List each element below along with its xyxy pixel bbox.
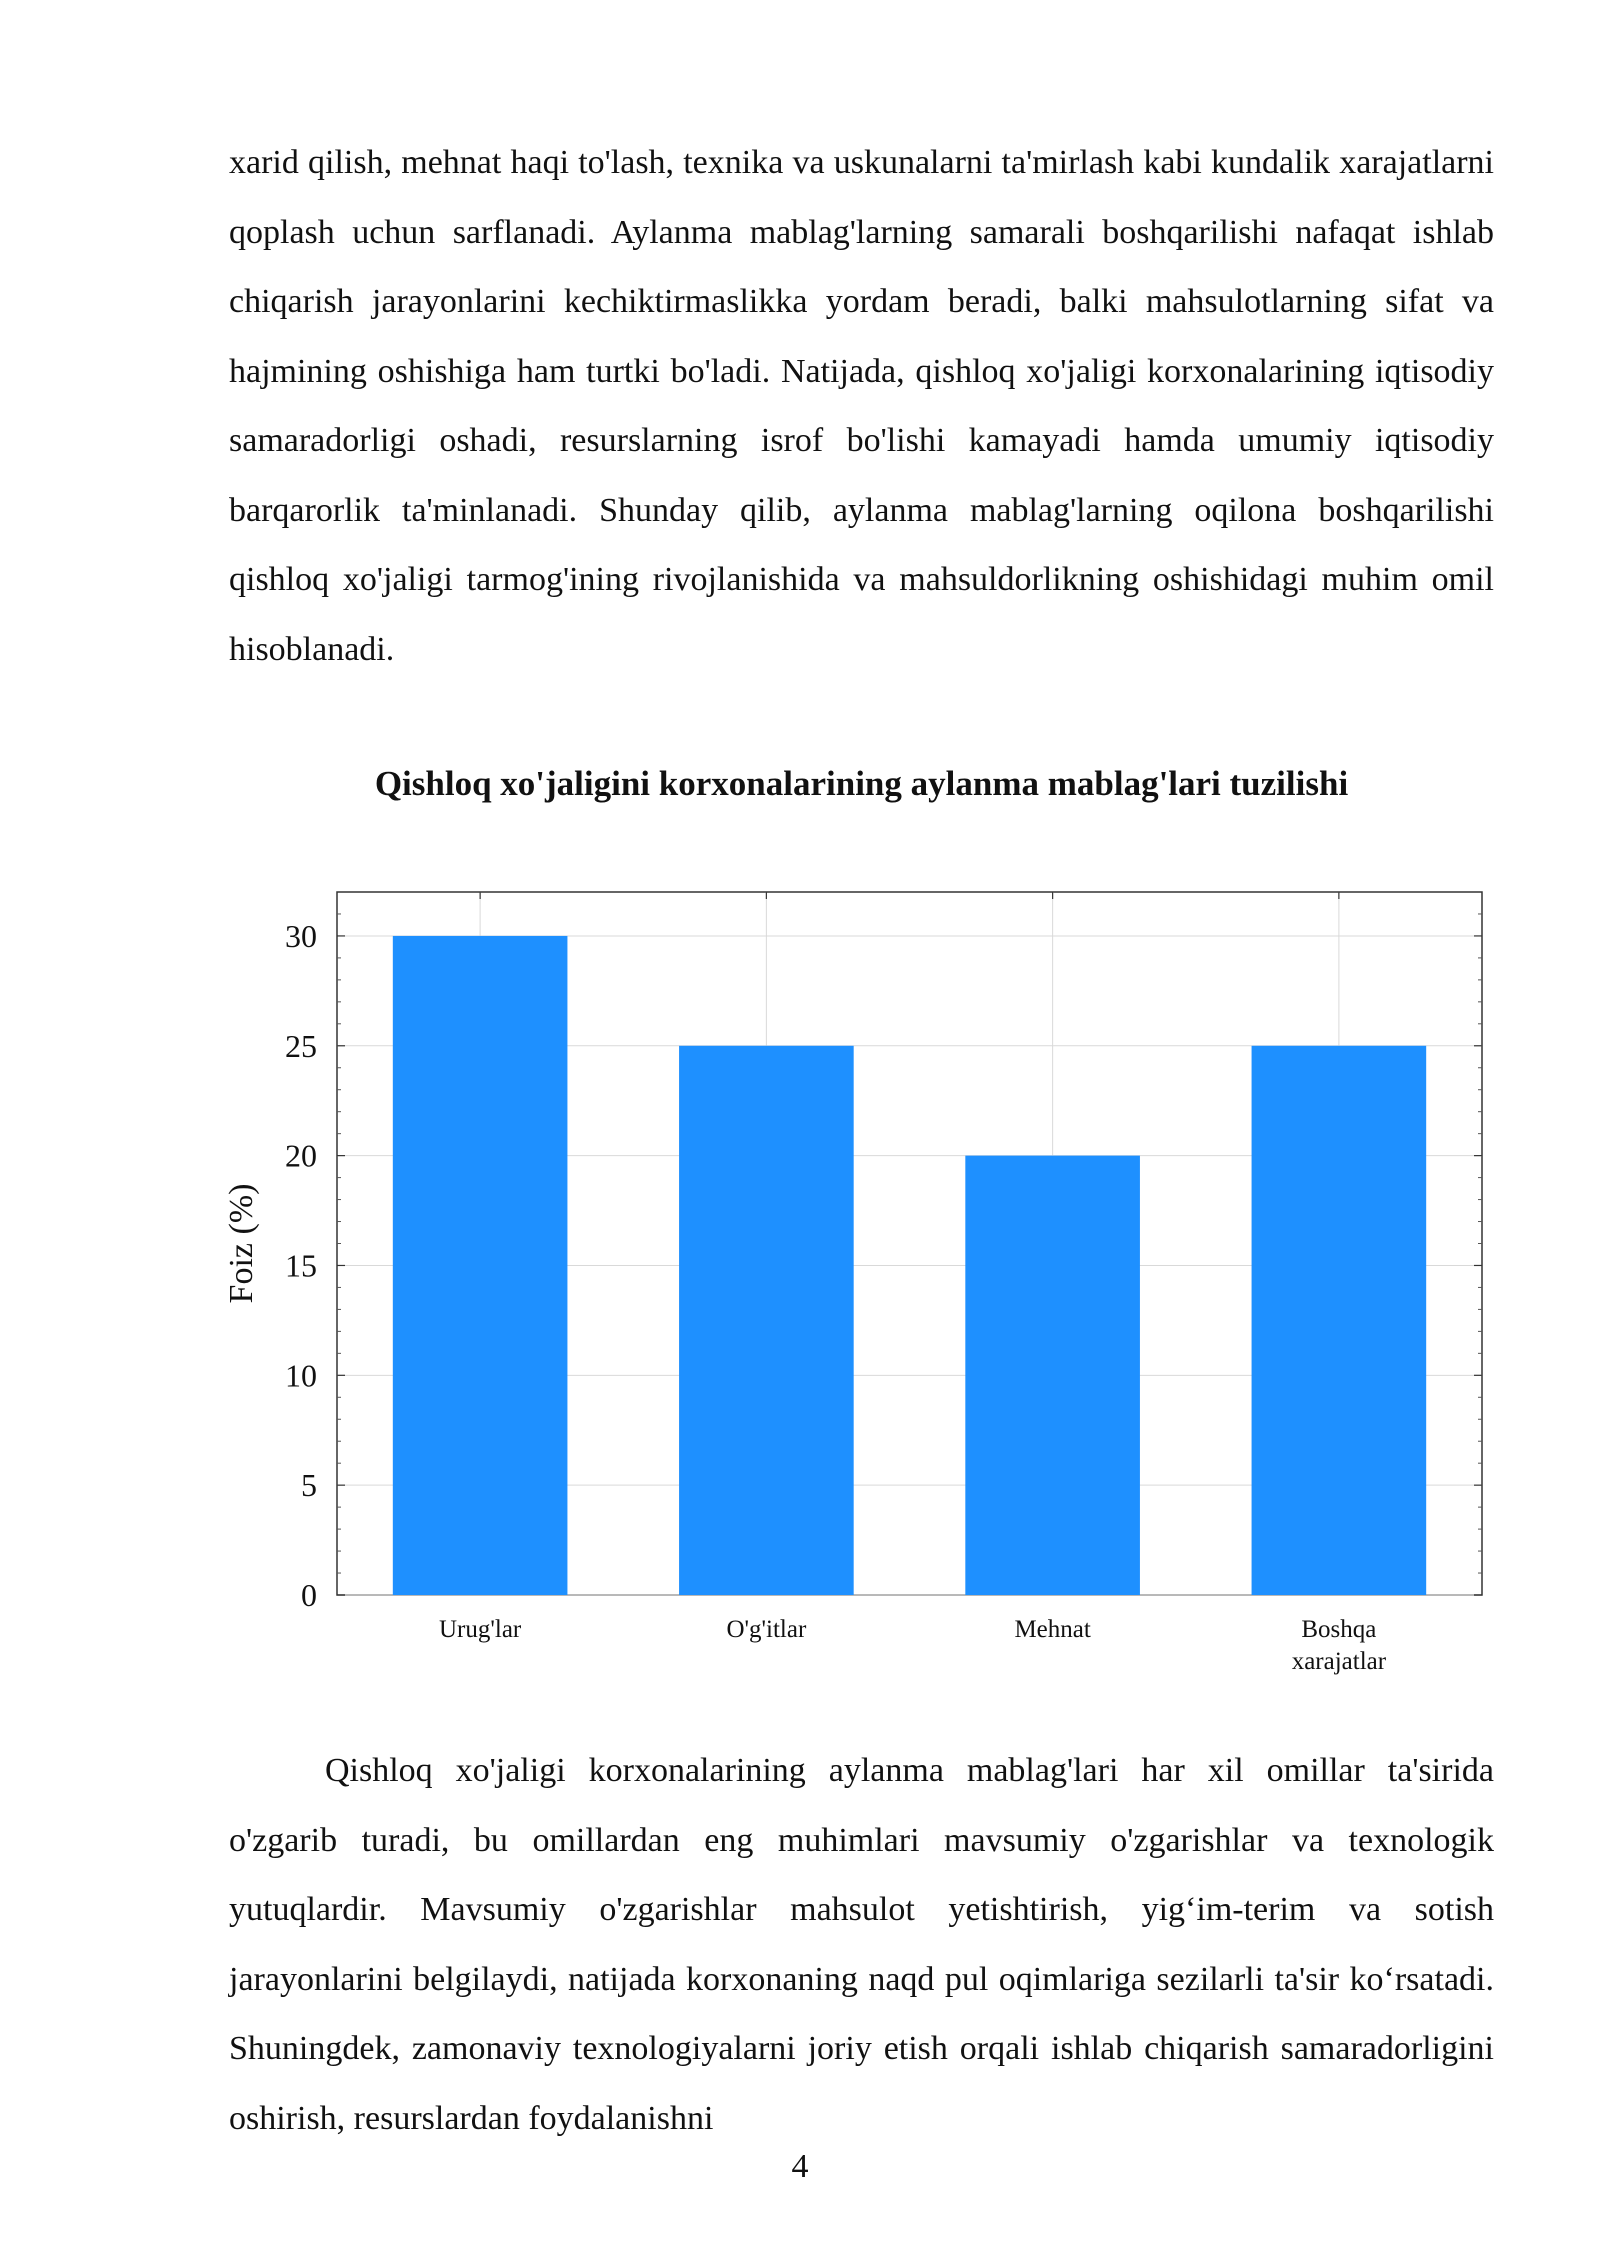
bar (1252, 1046, 1427, 1595)
y-tick-label: 25 (285, 1027, 317, 1064)
x-tick-label: O'g'itlar (726, 1616, 807, 1643)
chart-title: Qishloq xo'jaligini korxonalarining aylanma mablag'lari tuzilishi (374, 764, 1349, 803)
body-paragraph-2: Qishloq xo'jaligi korxonalarining aylanma mablag'lari har xil omillar ta'sirida o'zgarib turadi, bu omillardan eng muhimlari mavsumiy o'zgarishlar va texnologik yutuqlardir. Mavsumiy o'zgarishlar mahsulot yetishtirish, yig‘im-terim va sotish jarayonlarini belgilaydi, natijada korxonaning naqd pul oqimlariga sezilarli ta'sir ko‘rsatadi. Shuningdek, zamonaviy texnologiyalarni joriy etish orqali ishlab chiqarish samaradorligini oshirish, resurslardan foydalanishni (229, 1752, 1494, 2137)
y-tick-label: 30 (285, 917, 317, 954)
bar (679, 1046, 854, 1595)
x-tick-label: Boshqa xarajatlar (1291, 1616, 1387, 1675)
bar (393, 936, 568, 1595)
x-tick-labels (439, 892, 1387, 1675)
x-tick-label: Urug'lar (438, 1616, 522, 1643)
y-tick-label: 20 (285, 1137, 317, 1174)
x-tick-label: Mehnat (1014, 1616, 1091, 1643)
body-paragraph-1: xarid qilish, mehnat haqi to'lash, texnika va uskunalarni ta'mirlash kabi kundalik xarajatlarni qoplash uchun sarflanadi. Aylanma mablag'larning samarali boshqarilishi nafaqat ishlab chiqarish jarayonlarini kechiktirmaslikka yordam beradi, balki mahsulotlarning sifat va hajmining oshishiga ham turtki bo'ladi. Natijada, qishloq xo'jaligi korxonalarining iqtisodiy samaradorligi oshadi, resurslarning isrof bo'lishi kamayadi hamda umumiy iqtisodiy barqarorlik ta'minlanadi. Shunday qilib, aylanma mablag'larning oqilona boshqarilishi qishloq xo'jaligi tarmog'ining rivojlanishida va mahsuldorlikning oshishidagi muhim omil hisoblanadi. (229, 144, 1494, 668)
y-tick-label: 5 (301, 1467, 317, 1504)
bar-chart (200, 870, 1500, 1690)
y-axis-label: Foiz (%) (223, 1183, 260, 1304)
y-tick-label: 0 (301, 1577, 317, 1613)
y-tick-label: 15 (285, 1247, 317, 1284)
page-number: 4 (791, 2148, 809, 2185)
y-tick-label: 10 (285, 1357, 317, 1394)
bar (965, 1156, 1140, 1595)
